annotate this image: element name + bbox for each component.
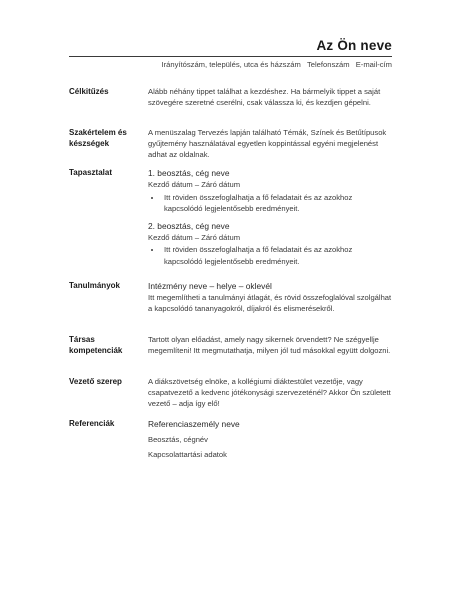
experience-body [148,167,392,267]
leadership-body [148,376,392,410]
job-bullets [148,192,392,214]
contact-line [162,60,392,69]
education-title: Intézmény neve – helye – oklevél [148,281,272,291]
education-text: Itt megemlítheti a tanulmányi átlagát, és rövid összefoglalóval szolgálhat a kapcsolódó tananyagokról, díjakról és elismerésekről. [148,293,392,314]
references-body [148,418,392,460]
skills-body [148,127,392,161]
reference-name: Referenciaszemély neve [148,419,240,429]
social-heading [69,334,145,356]
objective-body [148,86,392,108]
contact-phone: Telefonszám [306,60,350,69]
references-heading: Referenciák [69,419,115,428]
objective-heading: Célkitűzés [69,87,109,96]
leadership-text: A diákszövetség elnöke, a kollégiumi diáktestület vezetője, vagy csapatvezető a kedvenc jótékonysági szervezeténél? Akkor Ön született vezető – adja így elő! [148,377,391,409]
job-entry [148,167,392,214]
social-text: Tartott olyan előadást, amely nagy sikernek örvendett? Ne szégyellje megemlíteni! Itt megmutathatja, milyen jól tud másokkal együtt dolgozni. [148,335,391,356]
reference-position: Beosztás, cégnév [148,435,208,444]
job-bullet: • Itt röviden összefoglalhatja a fő feladatait és az azokhoz kapcsolódó legjelentősebb eredményeit. [162,192,392,214]
job-dates: Kezdő dátum – Záró dátum [148,232,241,242]
experience-heading: Tapasztalat [69,168,112,177]
header-divider [69,56,392,57]
social-body [148,334,392,356]
contact-email: E-mail-cím [355,60,392,69]
job-title: 1. beosztás, cég neve [148,168,230,178]
skills-heading [69,127,145,149]
job-bullets [148,244,392,266]
job-entry [148,220,392,267]
job-dates: Kezdő dátum – Záró dátum [148,180,241,189]
job-title: 2. beosztás, cég neve [148,220,230,231]
leadership-heading: Vezető szerep [69,377,122,386]
education-body [148,280,392,314]
reference-contact: Kapcsolattartási adatok [148,450,227,460]
job-bullet: • Itt röviden összefoglalhatja a fő feladatait és az azokhoz kapcsolódó legjelentősebb eredményeit. [162,244,392,266]
social-heading-line2: kompetenciák [69,346,123,355]
objective-text: Alább néhány tippet találhat a kezdéshez. Ha bármelyik tippet a saját szövegére szeretné cserélni, csak válassza ki, és kezdjen gépelni. [148,87,381,108]
skills-heading-line1: Szakértelem és [69,128,127,137]
skills-text: A menüszalag Tervezés lapján található Témák, Színek és Betűtípusok gyűjtemény használatával egyetlen koppintással egyéni megjelenést adhat az oldalnak. [148,128,387,160]
resume-name: Az Ön neve [316,38,392,53]
contact-address: Irányítószám, település, utca és házszám [161,60,301,69]
social-heading-line1: Társas [69,335,95,344]
education-heading: Tanulmányok [69,281,120,290]
skills-heading-line2: készségek [69,139,110,148]
